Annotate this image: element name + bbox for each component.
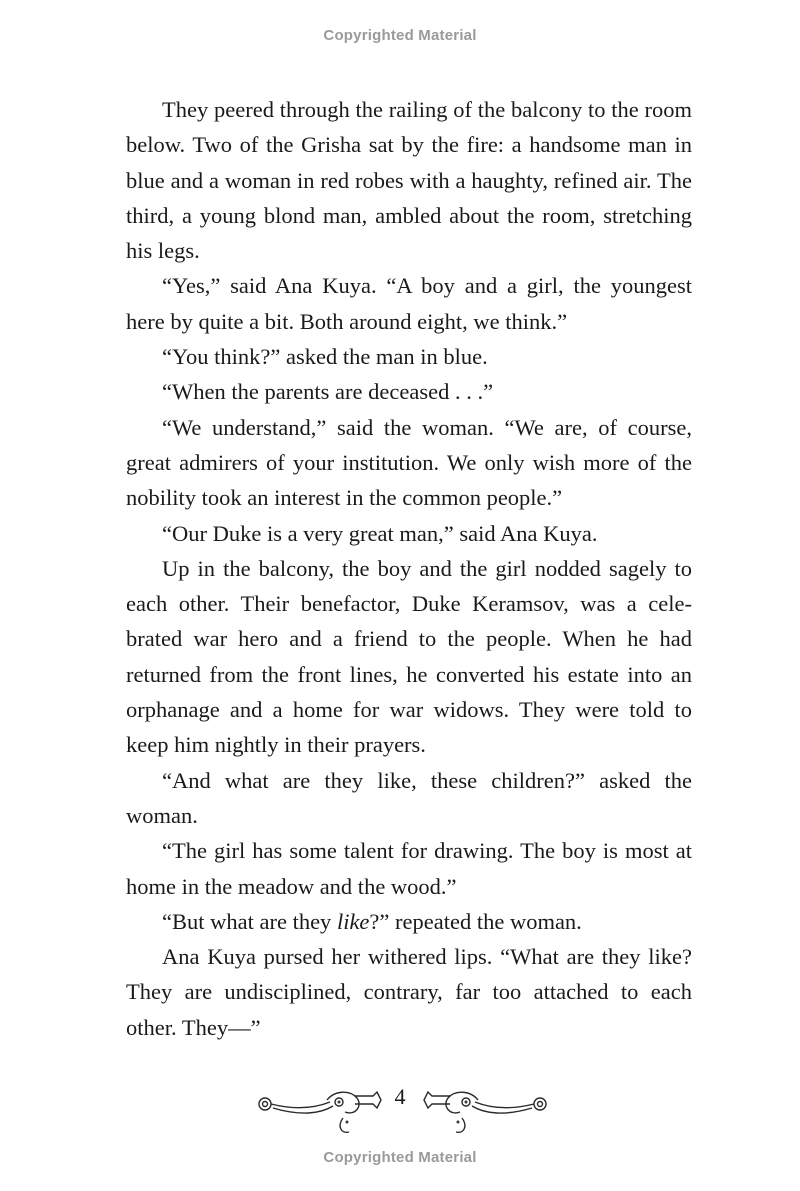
paragraph: “Yes,” said Ana Kuya. “A boy and a girl, the youngest here by quite a bit. Both around eight, we think.” (126, 273, 692, 334)
paragraph: “Our Duke is a very great man,” said Ana Kuya. (162, 520, 598, 546)
paragraph: “The girl has some talent for drawing. The boy is most at home in the meadow and the wood.” (126, 838, 692, 899)
paragraph: “And what are they like, these children?” asked the woman. (126, 767, 692, 828)
watermark-bottom: Copyrighted Material (323, 1149, 477, 1166)
paragraph: “When the parents are deceased . . .” (162, 379, 494, 405)
paragraph: Up in the balcony, the boy and the girl nodded sagely to each other. Their benefactor, Duke Keramsov, was a cele-brated war hero and a friend to the people. When he had returned from the front lines, he converted his estate into an orphanage and a home for war widows. They were told to keep him nightly in their prayers. (126, 555, 692, 758)
paragraph-with-emphasis (126, 904, 692, 939)
paragraph: “You think?” asked the man in blue. (162, 344, 488, 370)
watermark-top: Copyrighted Material (323, 27, 477, 44)
page-footer (0, 1078, 800, 1138)
body-text (126, 92, 692, 1045)
text-run: ?” repeated the woman. (369, 908, 582, 934)
text-run: “But what are they (162, 908, 337, 934)
paragraph: “We understand,” said the woman. “We are, of course, great admirers of your institution. We only wish more of the nobility took an interest in the common people.” (126, 414, 692, 511)
paragraph: Ana Kuya pursed her withered lips. “What are they like? They are undisciplined, contrary, far too attached to each other. They—” (126, 944, 692, 1040)
paragraph: They peered through the railing of the balcony to the room below. Two of the Grisha sat by the fire: a handsome man in blue and a woman in red robes with a haughty, refined air. The third, a young blond man, ambled about the room, stretching his legs. (126, 97, 692, 264)
page-number: 4 (394, 1084, 406, 1109)
emphasis-text: like (336, 908, 370, 934)
scroll-ornament-icon (410, 1078, 550, 1138)
